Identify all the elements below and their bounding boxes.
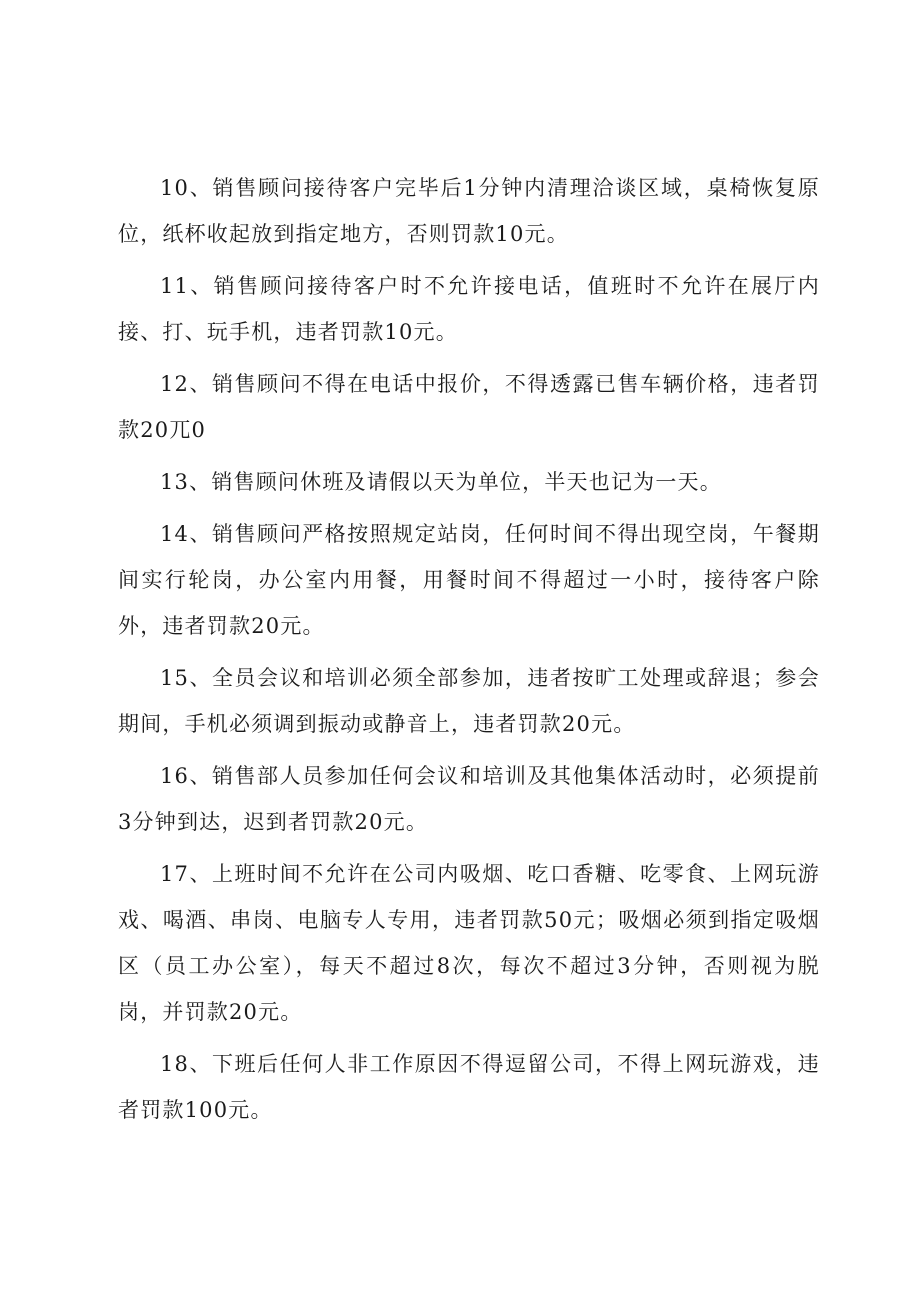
rule-15: 15、全员会议和培训必须全部参加，违者按旷工处理或辞退；参会期间，手机必须调到振动或静音上，违者罚款20元。: [118, 666, 820, 736]
rule-17: 17、上班时间不允许在公司内吸烟、吃口香糖、吃零食、上网玩游戏、喝酒、串岗、电脑专人专用，违者罚款50元；吸烟必须到指定吸烟区（员工办公室），每天不超过8次，每次不超过3分钟，否则视为脱岗，并罚款20元。: [118, 862, 820, 1024]
rule-13: 13、销售顾问休班及请假以天为单位，半天也记为一天。: [160, 470, 722, 494]
rule-12: 12、销售顾问不得在电话中报价，不得透露已售车辆价格，违者罚款20兀0: [118, 372, 820, 442]
rule-14: 14、销售顾问严格按照规定站岗，任何时间不得出现空岗，午餐期间实行轮岗，办公室内用餐，用餐时间不得超过一小时，接待客户除外，违者罚款20元。: [118, 522, 820, 638]
rule-11: 11、销售顾问接待客户时不允许接电话，值班时不允许在展厅内接、打、玩手机，违者罚款10元。: [118, 274, 820, 344]
rule-16: 16、销售部人员参加任何会议和培训及其他集体活动时，必须提前3分钟到达，迟到者罚款20元。: [118, 764, 820, 834]
rule-10: 10、销售顾问接待客户完毕后1分钟内清理洽谈区域，桌椅恢复原位，纸杯收起放到指定地方，否则罚款10元。: [118, 176, 820, 246]
rule-18: 18、下班后任何人非工作原因不得逗留公司，不得上网玩游戏，违者罚款100元。: [118, 1052, 820, 1122]
